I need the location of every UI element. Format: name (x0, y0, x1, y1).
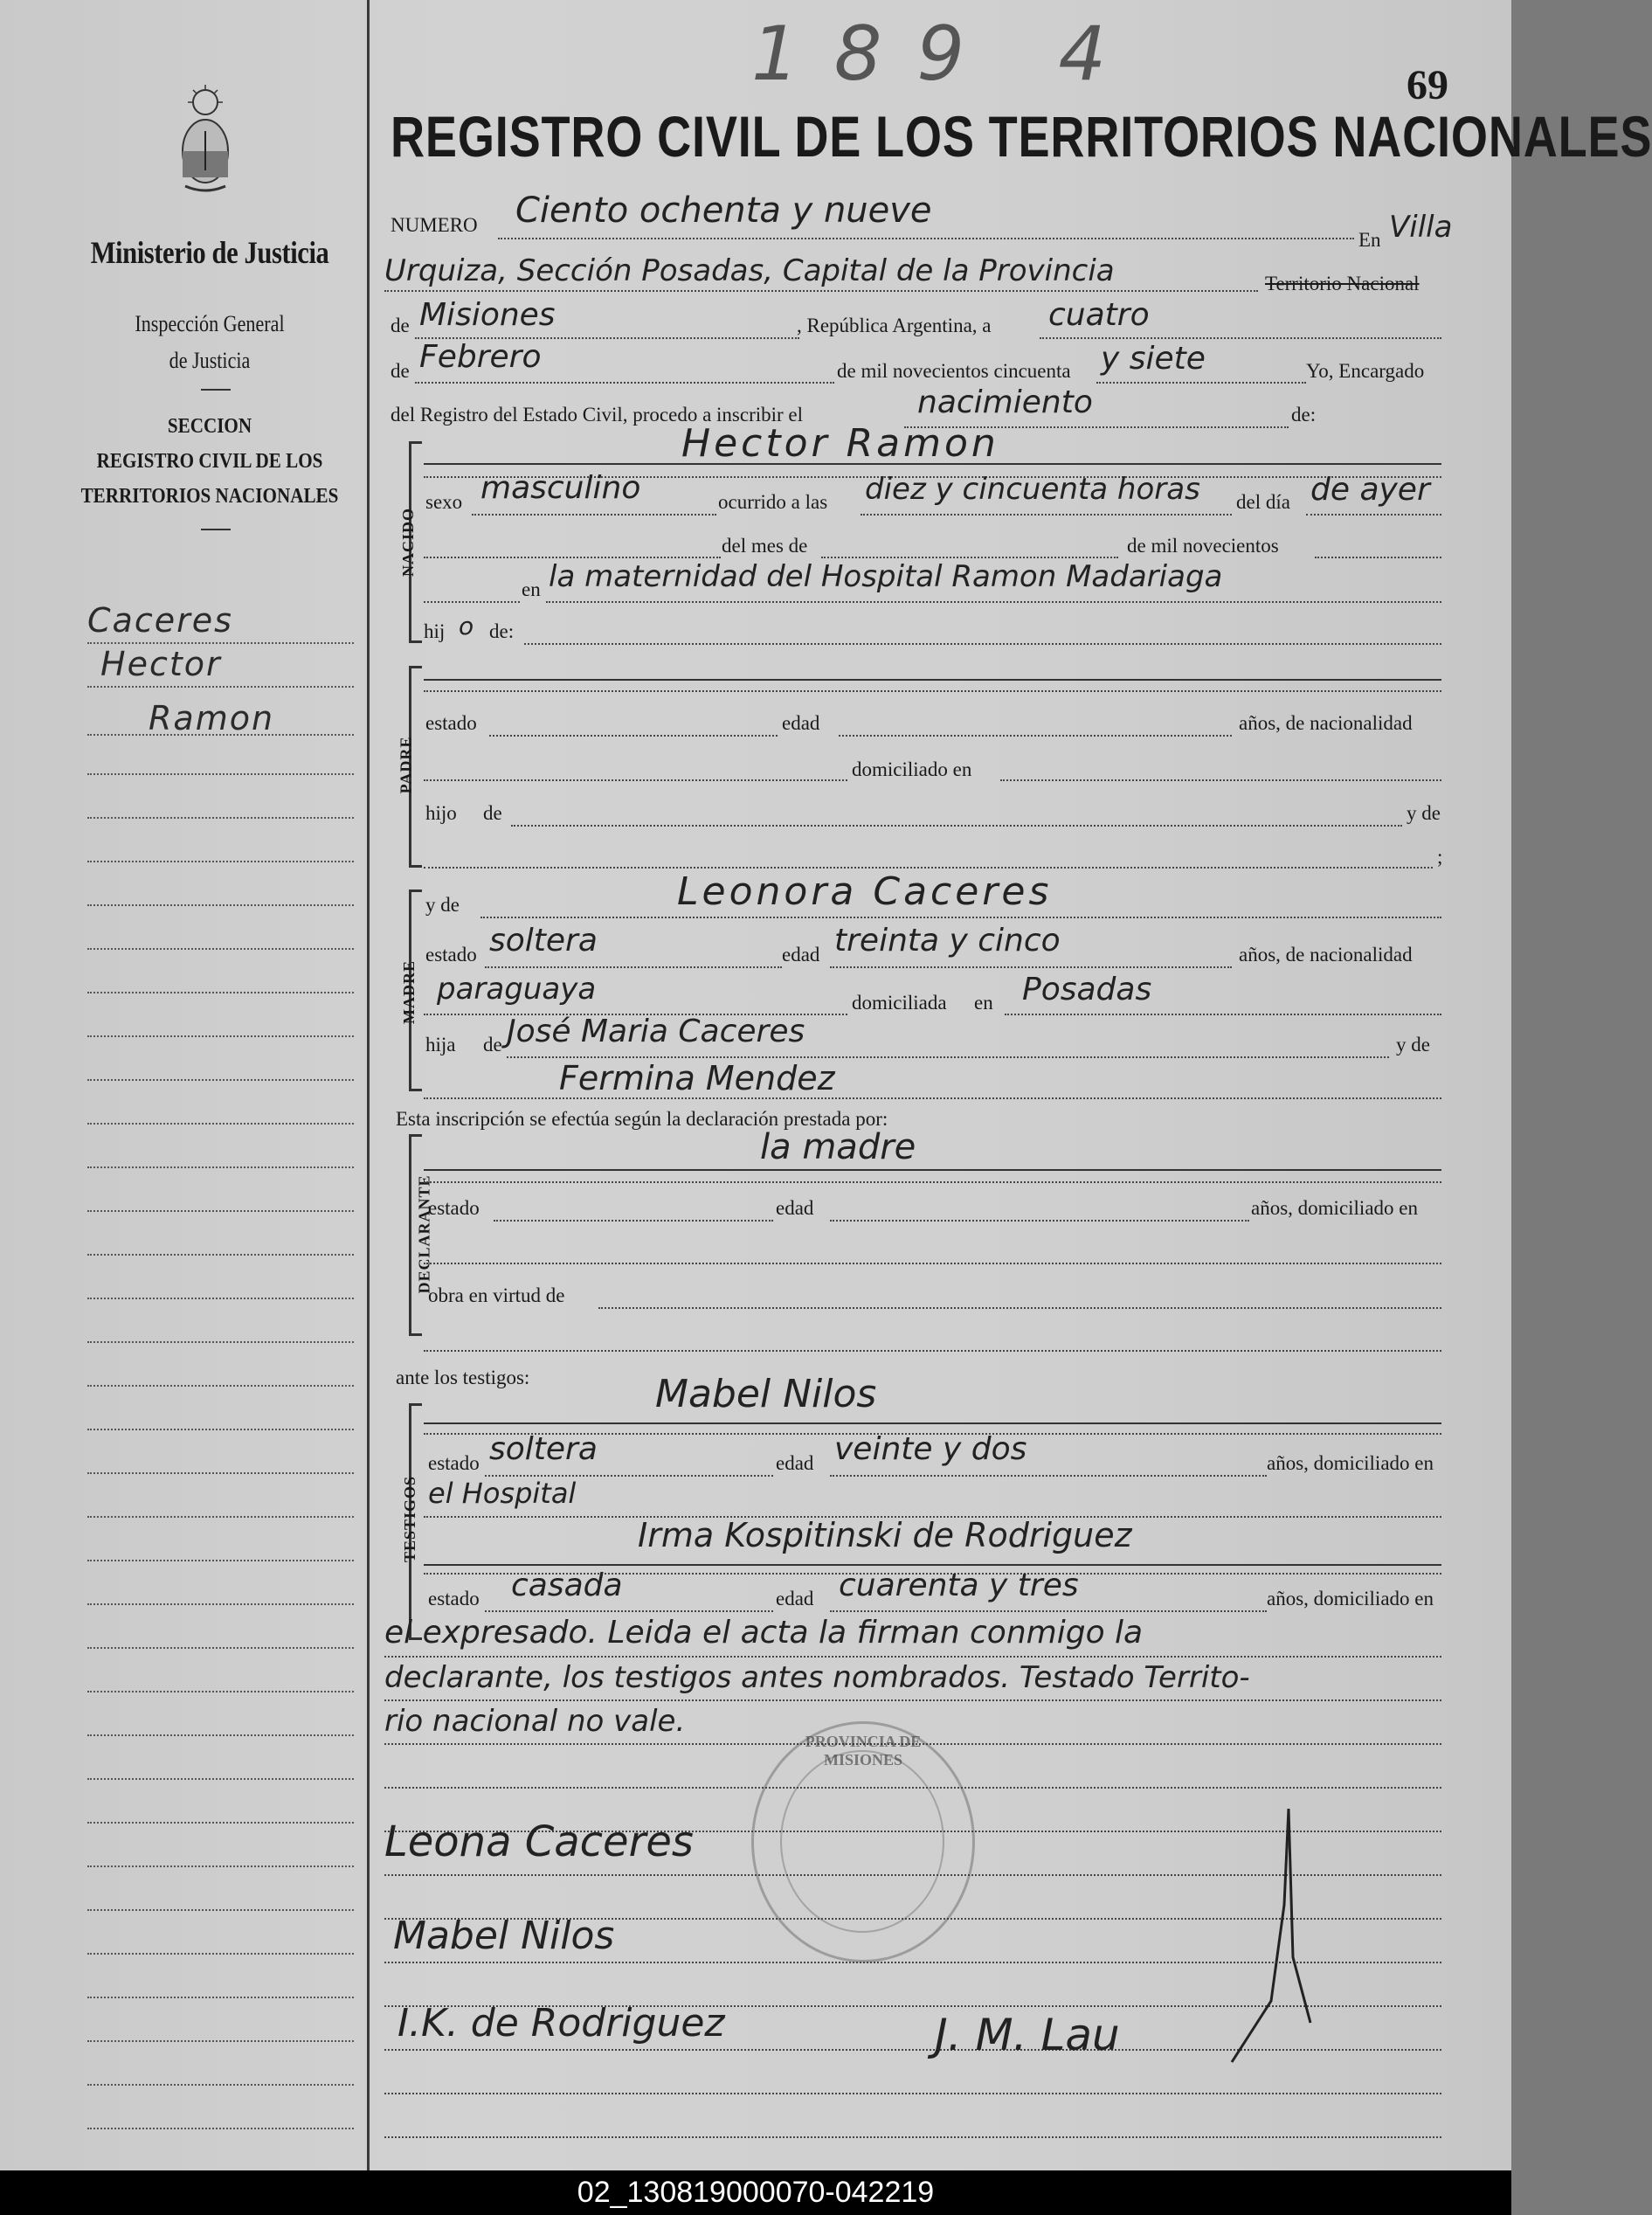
value-witness-1: Mabel Nilos (655, 1372, 877, 1416)
field-line (507, 1056, 1389, 1058)
label-del-dia: del día (1236, 491, 1290, 513)
field-line (384, 1699, 1441, 1701)
label-ante: ante los testigos: (396, 1367, 530, 1388)
label-inscripcion: Esta inscripción se efectúa según la declaración prestada por: (396, 1108, 888, 1130)
margin-rule (87, 1472, 354, 1474)
field-line (511, 825, 1402, 827)
value-mother-age: treinta y cinco (834, 923, 1061, 959)
label-del-mes: del mes de (722, 535, 808, 557)
field-line (424, 679, 1441, 681)
label-registro: del Registro del Estado Civil, procedo a inscribir el (391, 404, 804, 426)
inspection-label (76, 306, 343, 379)
margin-rule (87, 1997, 354, 1998)
field-line (830, 1475, 1267, 1477)
value-mother-father: José Maria Caceres (507, 1014, 805, 1049)
label-de-mil: de mil novecientos cincuenta (837, 360, 1071, 382)
margin-rule (87, 1778, 354, 1780)
register-number-handwritten: 189 4 (751, 10, 1142, 98)
field-line (489, 735, 778, 737)
value-hour: diez y cincuenta horas (865, 472, 1200, 507)
field-line (498, 238, 1354, 239)
field-line (524, 643, 1441, 645)
margin-rule (87, 861, 354, 862)
value-year: y siete (1101, 341, 1206, 377)
field-line (830, 1220, 1249, 1222)
margin-rule (87, 1166, 354, 1168)
field-line (415, 382, 834, 384)
margin-surname: Caceres (87, 601, 233, 640)
value-mother-nationality: paraguaya (437, 972, 597, 1007)
label-obra: obra en virtud de (428, 1284, 565, 1306)
value-birth-day: de ayer (1310, 472, 1430, 508)
label-estado-declarante: estado (428, 1197, 480, 1219)
field-line (424, 867, 1433, 869)
label-semicolon: ; (1437, 846, 1443, 868)
margin-rule (87, 948, 354, 950)
value-mother-status: soltera (489, 923, 598, 959)
side-label-declarante: DECLARANTE (415, 1174, 433, 1294)
margin-rule (87, 2128, 354, 2129)
label-de-month: de (391, 360, 410, 382)
page-title: REGISTRO CIVIL DE LOS TERRITORIOS NACIONALES (391, 104, 1652, 169)
label-en-lugar: en (522, 578, 541, 600)
margin-second-name: Ramon (149, 699, 275, 737)
field-line (424, 1422, 1441, 1424)
field-line (424, 1350, 1441, 1352)
value-hijo-o: o (459, 612, 474, 640)
divider (201, 529, 231, 530)
margin-rule (87, 1341, 354, 1343)
label-republica: , República Argentina, a (797, 315, 992, 336)
margin-rule (87, 1298, 354, 1299)
value-day: cuatro (1048, 297, 1150, 333)
field-line (1040, 337, 1441, 339)
field-line (424, 557, 721, 558)
field-line (830, 966, 1232, 968)
value-witness-1-age: veinte y dos (834, 1431, 1027, 1467)
label-territorio: Territorio Nacional (1265, 273, 1420, 294)
field-line (821, 557, 1118, 558)
label-anos-dom-t1: años, domiciliado en (1267, 1452, 1434, 1474)
field-line (424, 1181, 1441, 1183)
value-en: Villa (1389, 210, 1453, 245)
field-line (480, 917, 1441, 918)
label-anos-nac-madre: años, de nacionalidad (1239, 944, 1413, 966)
field-line (1000, 779, 1441, 781)
value-mother-residence: Posadas (1022, 972, 1152, 1007)
label-en-madre: en (974, 992, 993, 1014)
margin-rule (87, 686, 354, 688)
value-sex: masculino (480, 470, 641, 506)
label-y-de-padre: y de (1407, 802, 1441, 824)
value-acta-type: nacimiento (917, 384, 1093, 420)
label-de: de (391, 315, 410, 336)
value-witness-2: Irma Kospitinski de Rodriguez (638, 1516, 1132, 1554)
margin-rule (87, 1429, 354, 1430)
value-witness-1-status: soltera (489, 1431, 598, 1467)
section-line-3: TERRITORIOS NACIONALES (80, 485, 339, 508)
label-edad-t2: edad (776, 1588, 814, 1609)
margin-rule (87, 1865, 354, 1867)
field-line (384, 2093, 1441, 2094)
margin-rule (87, 1909, 354, 1911)
margin-rule (87, 1035, 354, 1037)
field-line (598, 1307, 1441, 1309)
value-declarant: la madre (760, 1127, 916, 1167)
margin-first-name: Hector (100, 645, 222, 683)
label-domiciliado-padre: domiciliado en (852, 758, 972, 780)
margin-rule (87, 1516, 354, 1518)
field-line (472, 514, 716, 516)
margin-rule (87, 992, 354, 993)
field-line (424, 1263, 1441, 1264)
label-edad-padre: edad (782, 712, 820, 734)
side-label-nacido: NACIDO (399, 507, 418, 578)
margin-rule (87, 734, 354, 736)
field-line (424, 690, 1441, 692)
margin-rule (87, 1079, 354, 1081)
field-line (839, 735, 1232, 737)
margin-rule (87, 1822, 354, 1824)
label-de-madre: de (483, 1034, 502, 1056)
inspection-line-1: Inspección General (135, 311, 285, 336)
margin-rule (87, 2084, 354, 2086)
field-line (1315, 557, 1441, 558)
field-line (424, 1564, 1441, 1566)
field-line (384, 290, 1258, 292)
section-line-1: SECCION (167, 415, 252, 438)
field-line (424, 463, 1441, 465)
divider (201, 389, 231, 391)
label-estado-madre: estado (425, 944, 477, 966)
label-edad-madre: edad (782, 944, 820, 966)
margin-rule (87, 1123, 354, 1125)
margin-rule (87, 1603, 354, 1605)
margin-rule (87, 1734, 354, 1736)
value-locality: Urquiza, Sección Posadas, Capital de la Provincia (384, 253, 1115, 288)
value-witness-1-residence: el Hospital (428, 1477, 577, 1510)
value-child-name: Hector Ramon (681, 421, 999, 466)
field-line (485, 1610, 773, 1612)
inspection-line-2: de Justicia (169, 348, 251, 373)
label-domiciliada: domiciliada (852, 992, 947, 1014)
field-line (424, 601, 520, 603)
margin-rule (87, 642, 354, 644)
national-coat-of-arms-icon (175, 83, 236, 197)
observation-line-3: rio nacional no vale. (384, 1704, 686, 1739)
label-numero: NUMERO (391, 214, 478, 236)
margin-rule (87, 1210, 354, 1212)
label-de-padre: de (483, 802, 502, 824)
observation-line-1: el expresado. Leida el acta la firman conmigo la (384, 1615, 1144, 1651)
label-yo: Yo, Encargado (1306, 360, 1425, 382)
label-anos-dom-declarante: años, domiciliado en (1251, 1197, 1418, 1219)
side-label-madre: MADRE (400, 960, 418, 1024)
value-province: Misiones (419, 297, 556, 333)
label-sexo: sexo (425, 491, 463, 513)
side-label-testigos: TESTIGOS (401, 1475, 419, 1563)
signature-mother: Leona Caceres (384, 1817, 694, 1866)
margin-rule (87, 1560, 354, 1561)
margin-rule (87, 1254, 354, 1256)
label-edad-declarante: edad (776, 1197, 814, 1219)
label-de-colon: de: (1291, 404, 1317, 426)
section-label (72, 409, 349, 514)
image-id-footer: 02_130819000070-042219 (0, 2170, 1511, 2215)
section-line-2: REGISTRO CIVIL DE LOS (96, 450, 323, 473)
label-hijo-de: de: (489, 620, 515, 642)
label-y-de-madre-2: y de (1396, 1034, 1430, 1056)
margin-rule (87, 1385, 354, 1387)
label-y-de-madre: y de (425, 894, 460, 916)
field-line (1096, 382, 1306, 384)
label-hija: hija (425, 1034, 456, 1056)
value-month: Febrero (419, 339, 542, 375)
field-line (546, 601, 1441, 603)
value-witness-2-age: cuarenta y tres (839, 1568, 1079, 1603)
field-line (485, 966, 782, 968)
label-estado-t2: estado (428, 1588, 480, 1609)
label-estado-padre: estado (425, 712, 477, 734)
field-line (861, 514, 1232, 516)
left-column (0, 0, 370, 2170)
signature-flourish (1206, 1800, 1328, 2062)
field-line (384, 1656, 1441, 1658)
field-line (424, 1169, 1441, 1171)
value-mother-mother: Fermina Mendez (559, 1059, 835, 1097)
folio-number: 69 (1407, 62, 1448, 108)
field-line (1005, 1014, 1441, 1015)
margin-rule (87, 2040, 354, 2042)
margin-rule (87, 1953, 354, 1955)
value-witness-2-status: casada (511, 1568, 623, 1603)
label-de-mil-nov: de mil novecientos (1127, 535, 1279, 557)
field-line (424, 1097, 1441, 1099)
ministry-label: Ministerio de Justicia (90, 235, 329, 270)
label-anos-dom-t2: años, domiciliado en (1267, 1588, 1434, 1609)
label-anos-nac-padre: años, de nacionalidad (1239, 712, 1413, 734)
signature-witness-2: I.K. de Rodriguez (397, 2001, 725, 2045)
field-line (494, 1220, 773, 1222)
stamp-inner-ring (780, 1750, 944, 1933)
field-line (384, 2136, 1441, 2138)
label-hij: hij (424, 620, 446, 642)
stamp-text: PROVINCIA DE MISIONES (805, 1733, 922, 1769)
value-numero: Ciento ochenta y nueve (515, 190, 932, 231)
margin-rule (87, 904, 354, 906)
label-ocurrido: ocurrido a las (718, 491, 828, 513)
official-stamp (751, 1721, 975, 1962)
field-line (1306, 514, 1441, 516)
side-label-padre: PADRE (397, 736, 415, 794)
value-birth-place: la maternidad del Hospital Ramon Madariaga (549, 559, 1223, 594)
label-edad-t1: edad (776, 1452, 814, 1474)
field-line (830, 1610, 1267, 1612)
margin-rule (87, 1691, 354, 1692)
signature-witness-1: Mabel Nilos (393, 1914, 615, 1958)
field-line (424, 779, 847, 781)
observation-line-2: declarante, los testigos antes nombrados. Testado Territo- (384, 1660, 1250, 1695)
label-en: En (1358, 229, 1381, 251)
label-hijo-padre: hijo (425, 802, 457, 824)
margin-rule (87, 817, 354, 819)
signature-officer: J. M. Lau (935, 2010, 1120, 2060)
margin-rule (87, 1647, 354, 1649)
margin-rule (87, 773, 354, 775)
label-estado-t1: estado (428, 1452, 480, 1474)
value-mother-name: Leonora Caceres (677, 869, 1053, 914)
